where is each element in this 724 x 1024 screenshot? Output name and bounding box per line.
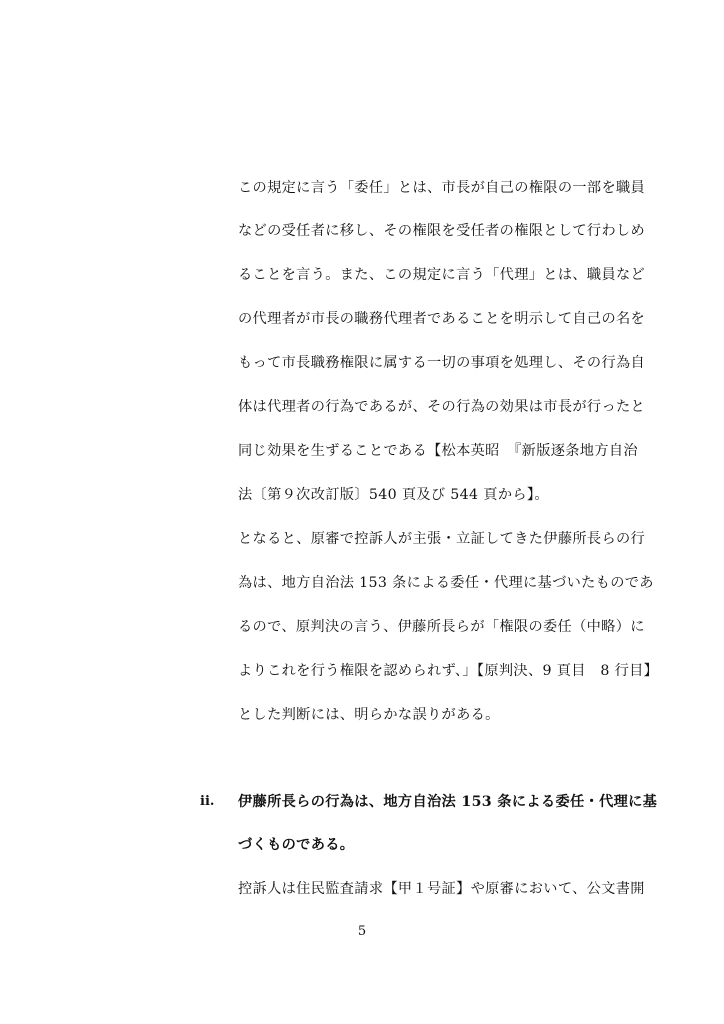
body-text-line: よりこれを行う権限を認められず、」【原判決、9 頁目 8 行目】 <box>238 663 659 679</box>
body-text-line: るので、原判決の言う、伊藤所長らが「権限の委任（中略）に <box>238 619 645 635</box>
body-text-line: もって市長職務権限に属する一切の事項を処理し、その行為自 <box>238 355 646 371</box>
body-text-line: 控訴人は住民監査請求【甲１号証】や原審において、公文書開 <box>238 881 645 897</box>
section-heading-line: づくものである。 <box>238 837 355 853</box>
body-text-line: この規定に言う「委任」とは、市長が自己の権限の一部を職員 <box>238 180 646 196</box>
body-text-line: 為は、地方自治法 153 条による委任・代理に基づいたものであ <box>238 575 654 591</box>
body-text-line: の代理者が市長の職務代理者であることを明示して自己の名を <box>238 311 646 327</box>
body-text-line: などの受任者に移し、その権限を受任者の権限として行わしめ <box>238 223 646 239</box>
body-text-line: となると、原審で控訴人が主張・立証してきた伊藤所長らの行 <box>238 531 646 547</box>
body-text-line: 法〔第９次改訂版〕540 頁及び 544 頁から】。 <box>238 487 549 503</box>
body-text-line: 体は代理者の行為であるが、その行為の効果は市長が行ったと <box>238 399 646 415</box>
body-text-line: とした判断には、明らかな誤りがある。 <box>238 707 500 723</box>
section-marker: ii. <box>200 794 215 809</box>
body-text-line: ることを言う。また、この規定に言う「代理」とは、職員など <box>238 267 646 283</box>
body-text-line: 同じ効果を生ずることである【松本英昭 『新版逐条地方自治 <box>238 443 638 459</box>
page-number: 5 <box>357 924 367 939</box>
section-heading-line: 伊藤所長らの行為は、地方自治法 153 条による委任・代理に基 <box>238 794 658 810</box>
